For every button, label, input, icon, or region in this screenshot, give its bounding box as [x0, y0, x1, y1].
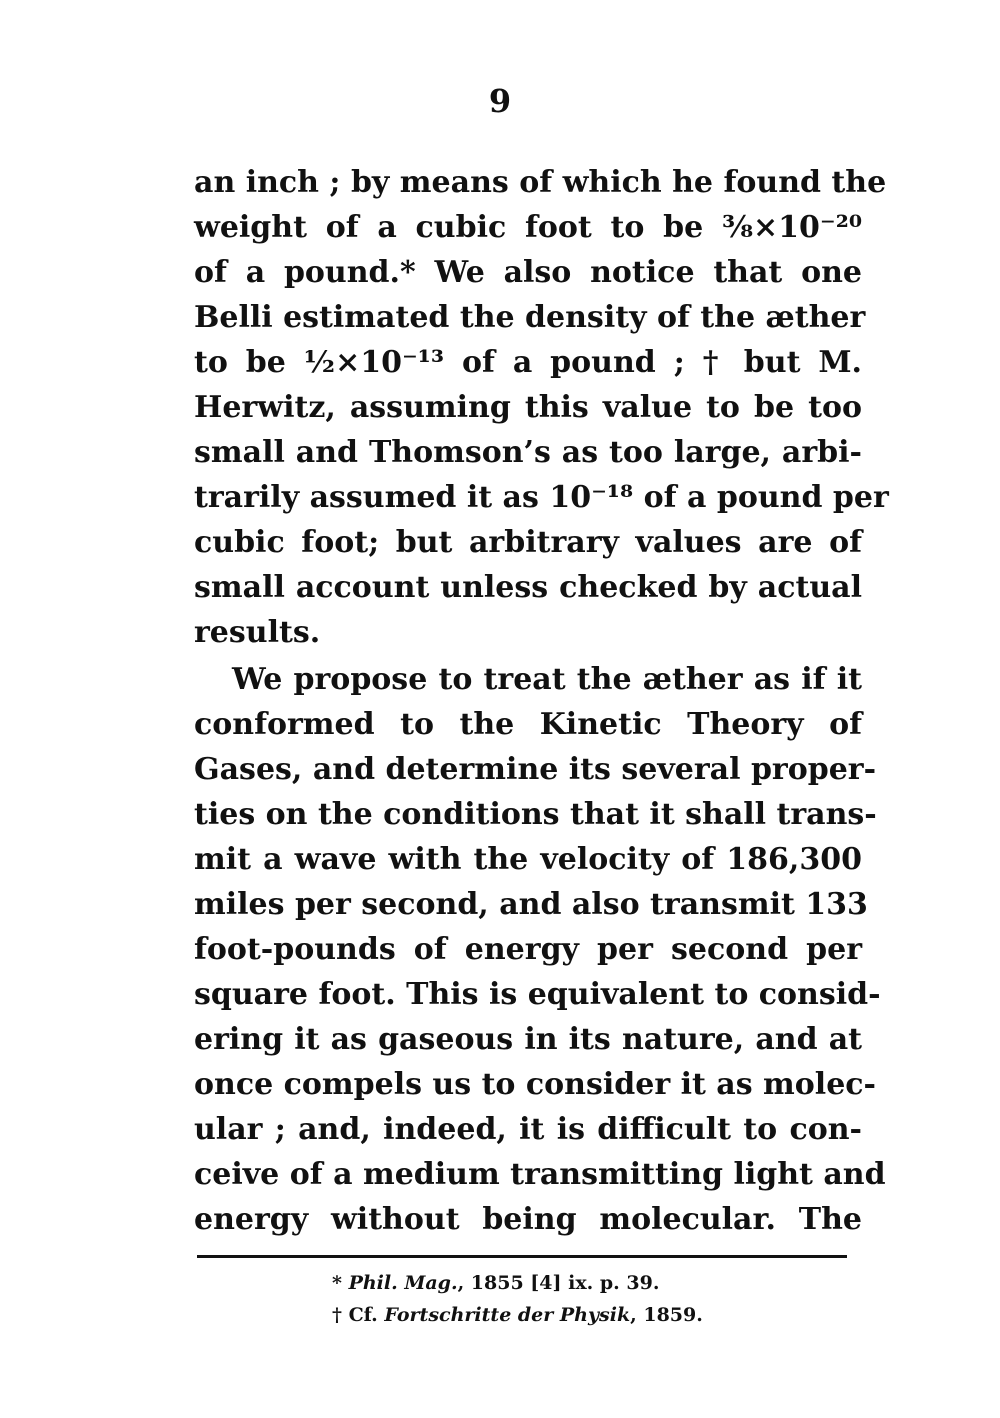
paragraph-1: [194, 160, 889, 655]
footnotes: [332, 1267, 703, 1331]
text-line: trarily assumed it as 10⁻¹⁸ of a pound per: [194, 480, 889, 515]
footnote-2: [332, 1299, 703, 1331]
text-line: cubic foot; but arbitrary values are of: [194, 525, 862, 560]
text-line: results.: [194, 615, 321, 650]
text-line: energy without being molecular. The: [194, 1202, 862, 1237]
footnote-citation: , 1859.: [630, 1304, 703, 1326]
footnote-divider: [197, 1255, 847, 1258]
text-line: small account unless checked by actual: [194, 570, 862, 605]
footnote-citation: , 1855 [4] ix. p. 39.: [457, 1272, 660, 1294]
footnote-prefix: Cf.: [348, 1304, 385, 1326]
footnote-journal-title: Phil. Mag.: [348, 1272, 458, 1294]
text-line: an inch ; by means of which he found the: [194, 165, 887, 200]
footnote-mark: *: [332, 1272, 342, 1294]
page-number: 9: [488, 82, 512, 120]
text-line: miles per second, and also transmit 133: [194, 887, 868, 922]
text-line: We propose to treat the æther as if it: [232, 662, 862, 697]
text-line: of a pound.* We also notice that one: [194, 255, 862, 290]
text-line: mit a wave with the velocity of 186,300: [194, 842, 862, 877]
text-line: weight of a cubic foot to be ⅜×10⁻²⁰: [194, 210, 862, 245]
text-line: Gases, and determine its several proper-: [194, 752, 877, 787]
text-line: small and Thomson’s as too large, arbi-: [194, 435, 862, 470]
footnote-mark: †: [332, 1304, 342, 1326]
text-line: to be ½×10⁻¹³ of a pound ; † but M.: [194, 345, 862, 380]
text-line: ties on the conditions that it shall trans-: [194, 797, 877, 832]
paragraph-2: [194, 657, 886, 1242]
text-line: ceive of a medium transmitting light and: [194, 1157, 886, 1192]
text-line: ering it as gaseous in its nature, and at: [194, 1022, 862, 1057]
text-line: once compels us to consider it as molec-: [194, 1067, 877, 1102]
text-line: square foot. This is equivalent to consid-: [194, 977, 881, 1012]
text-line: conformed to the Kinetic Theory of: [194, 707, 862, 742]
footnote-1: [332, 1267, 703, 1299]
text-line: foot-pounds of energy per second per: [194, 932, 862, 967]
text-line: ular ; and, indeed, it is difficult to con-: [194, 1112, 862, 1147]
text-line: Herwitz, assuming this value to be too: [194, 390, 862, 425]
text-line: Belli estimated the density of the æther: [194, 300, 866, 335]
footnote-journal-title: Fortschritte der Physik: [384, 1304, 631, 1326]
